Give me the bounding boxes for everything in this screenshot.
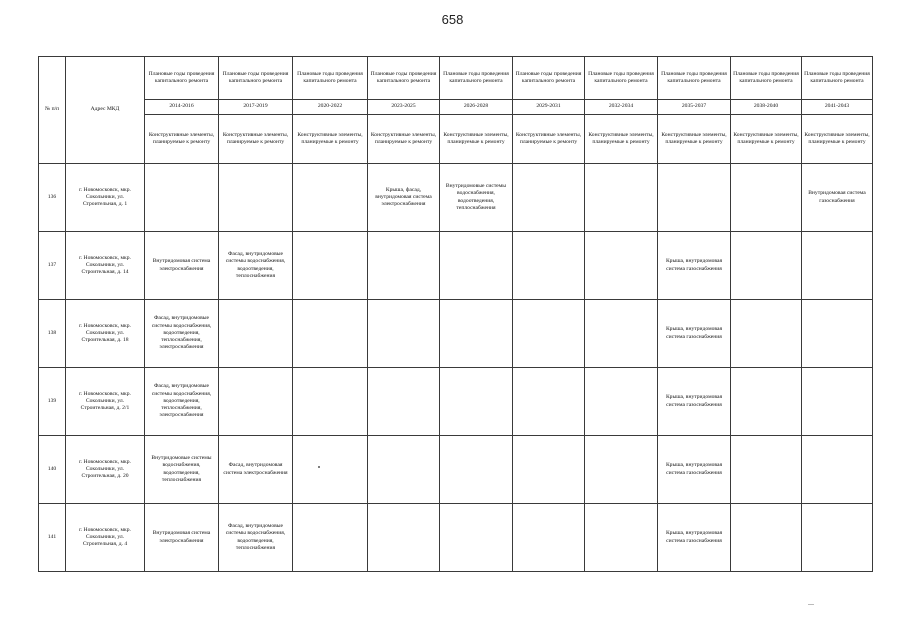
capital-repair-table [38,56,873,572]
table-cell [585,436,658,504]
row-number: 140 [39,436,66,504]
table-cell [440,300,513,368]
table-cell [802,300,873,368]
year-range-2023-2025: 2023-2025 [368,100,440,115]
table-cell [513,436,585,504]
table-cell: Крыша, внутридомовая система газоснабжения [658,436,731,504]
table-cell: Внутридомовая система электроснабжения [145,232,219,300]
row-address: г. Новомосковск, мкр. Сокольники, ул. Строительная, д. 2/1 [66,368,145,436]
table-row [39,164,873,232]
period-header: Плановые годы проведения капитального ремонта [440,57,513,100]
year-range-2032-2034: 2032-2034 [585,100,658,115]
table-row [39,436,873,504]
table-cell: Крыша, фасад, внутридомовая система электроснабжения [368,164,440,232]
elements-header: Конструктивные элементы, планируемые к ремонту [585,115,658,164]
table-row [39,504,873,572]
table-cell: Фасад, внутридомовые системы водоснабжения, водоотведения, теплоснабжения, электроснабжения [145,300,219,368]
elements-header: Конструктивные элементы, планируемые к ремонту [658,115,731,164]
table-cell [802,436,873,504]
year-range-2017-2019: 2017-2019 [219,100,293,115]
table-cell [585,300,658,368]
table-cell [585,232,658,300]
elements-header: Конструктивные элементы, планируемые к ремонту [440,115,513,164]
year-range-2020-2022: 2020-2022 [293,100,368,115]
table-cell: Фасад, внутридомовая система электроснабжения [219,436,293,504]
table-cell [658,164,731,232]
table-cell: Внутридомовая система газоснабжения [802,164,873,232]
scan-speck [318,466,320,468]
elements-header: Конструктивные элементы, планируемые к ремонту [802,115,873,164]
year-range-2014-2016: 2014-2016 [145,100,219,115]
table-cell: Крыша, внутридомовая система газоснабжения [658,300,731,368]
table-cell [440,504,513,572]
table-cell [293,300,368,368]
period-header: Плановые годы проведения капитального ремонта [219,57,293,100]
table-cell [513,300,585,368]
row-address: г. Новомосковск, мкр. Сокольники, ул. Строительная, д. 4 [66,504,145,572]
period-header: Плановые годы проведения капитального ремонта [145,57,219,100]
table-body [39,164,873,572]
period-header: Плановые годы проведения капитального ремонта [731,57,802,100]
row-number: 139 [39,368,66,436]
row-address: г. Новомосковск, мкр. Сокольники, ул. Строительная, д. 1 [66,164,145,232]
row-number: 138 [39,300,66,368]
table-cell: Крыша, внутридомовая система газоснабжения [658,232,731,300]
table-cell: Фасад, внутридомовые системы водоснабжения, водоотведения, теплоснабжения [219,232,293,300]
period-header: Плановые годы проведения капитального ремонта [802,57,873,100]
table-cell: Фасад, внутридомовые системы водоснабжения, водоотведения, теплоснабжения, электроснабжения [145,368,219,436]
table-cell [731,232,802,300]
table-cell [368,232,440,300]
row-address: г. Новомосковск, мкр. Сокольники, ул. Строительная, д. 14 [66,232,145,300]
year-range-2035-2037: 2035-2037 [658,100,731,115]
table-cell [513,232,585,300]
page-number: 658 [441,12,464,27]
table-cell: Фасад, внутридомовые системы водоснабжения, водоотведения, теплоснабжения [219,504,293,572]
table-cell [293,504,368,572]
table-row [39,300,873,368]
table-cell: Крыша, внутридомовая система газоснабжения [658,504,731,572]
table-header [39,57,873,164]
elements-header: Конструктивные элементы, планируемые к ремонту [219,115,293,164]
table-cell [731,300,802,368]
table-row [39,368,873,436]
table-cell [368,300,440,368]
header-row-years [39,100,873,115]
period-header: Плановые годы проведения капитального ремонта [658,57,731,100]
row-number: 136 [39,164,66,232]
table-cell [293,368,368,436]
table-cell [513,368,585,436]
elements-header: Конструктивные элементы, планируемые к ремонту [368,115,440,164]
table-cell [585,504,658,572]
table-cell [802,504,873,572]
table-cell [440,368,513,436]
table-cell [731,436,802,504]
table-cell [219,300,293,368]
table-cell [731,504,802,572]
row-address: г. Новомосковск, мкр. Сокольники, ул. Строительная, д. 18 [66,300,145,368]
header-row-periods [39,57,873,100]
elements-header: Конструктивные элементы, планируемые к ремонту [145,115,219,164]
table-cell [731,164,802,232]
table-cell: Внутридомовые системы водоснабжения, водоотведения, теплоснабжения [440,164,513,232]
year-range-2029-2031: 2029-2031 [513,100,585,115]
elements-header: Конструктивные элементы, планируемые к ремонту [293,115,368,164]
row-address: г. Новомосковск, мкр. Сокольники, ул. Строительная, д. 20 [66,436,145,504]
table-cell [293,436,368,504]
year-range-2041-2043: 2041-2043 [802,100,873,115]
year-range-2026-2028: 2026-2028 [440,100,513,115]
table-cell [585,164,658,232]
table-row [39,232,873,300]
table-cell [440,232,513,300]
scan-edge-mark [808,604,814,605]
header-row-elements [39,115,873,164]
table-cell [440,436,513,504]
row-number: 141 [39,504,66,572]
year-range-2038-2040: 2038-2040 [731,100,802,115]
table-cell: Внутридомовая система электроснабжения [145,504,219,572]
period-header: Плановые годы проведения капитального ремонта [368,57,440,100]
table-cell: Крыша, внутридомовая система газоснабжения [658,368,731,436]
table-cell [145,164,219,232]
table-cell [513,504,585,572]
table-cell [293,232,368,300]
table-cell [585,368,658,436]
period-header: Плановые годы проведения капитального ремонта [585,57,658,100]
elements-header: Конструктивные элементы, планируемые к ремонту [513,115,585,164]
table-cell [368,504,440,572]
table-cell [219,368,293,436]
col-address-header: Адрес МКД [66,57,145,164]
table-cell [802,368,873,436]
period-header: Плановые годы проведения капитального ремонта [293,57,368,100]
table-cell [368,368,440,436]
table-cell: Внутридомовые системы водоснабжения, водоотведения, теплоснабжения [145,436,219,504]
period-header: Плановые годы проведения капитального ремонта [513,57,585,100]
table-cell [293,164,368,232]
row-number: 137 [39,232,66,300]
col-num-header: № п/п [39,57,66,164]
table-cell [802,232,873,300]
table-cell [731,368,802,436]
table-cell [219,164,293,232]
table-cell [368,436,440,504]
elements-header: Конструктивные элементы, планируемые к ремонту [731,115,802,164]
table-cell [513,164,585,232]
